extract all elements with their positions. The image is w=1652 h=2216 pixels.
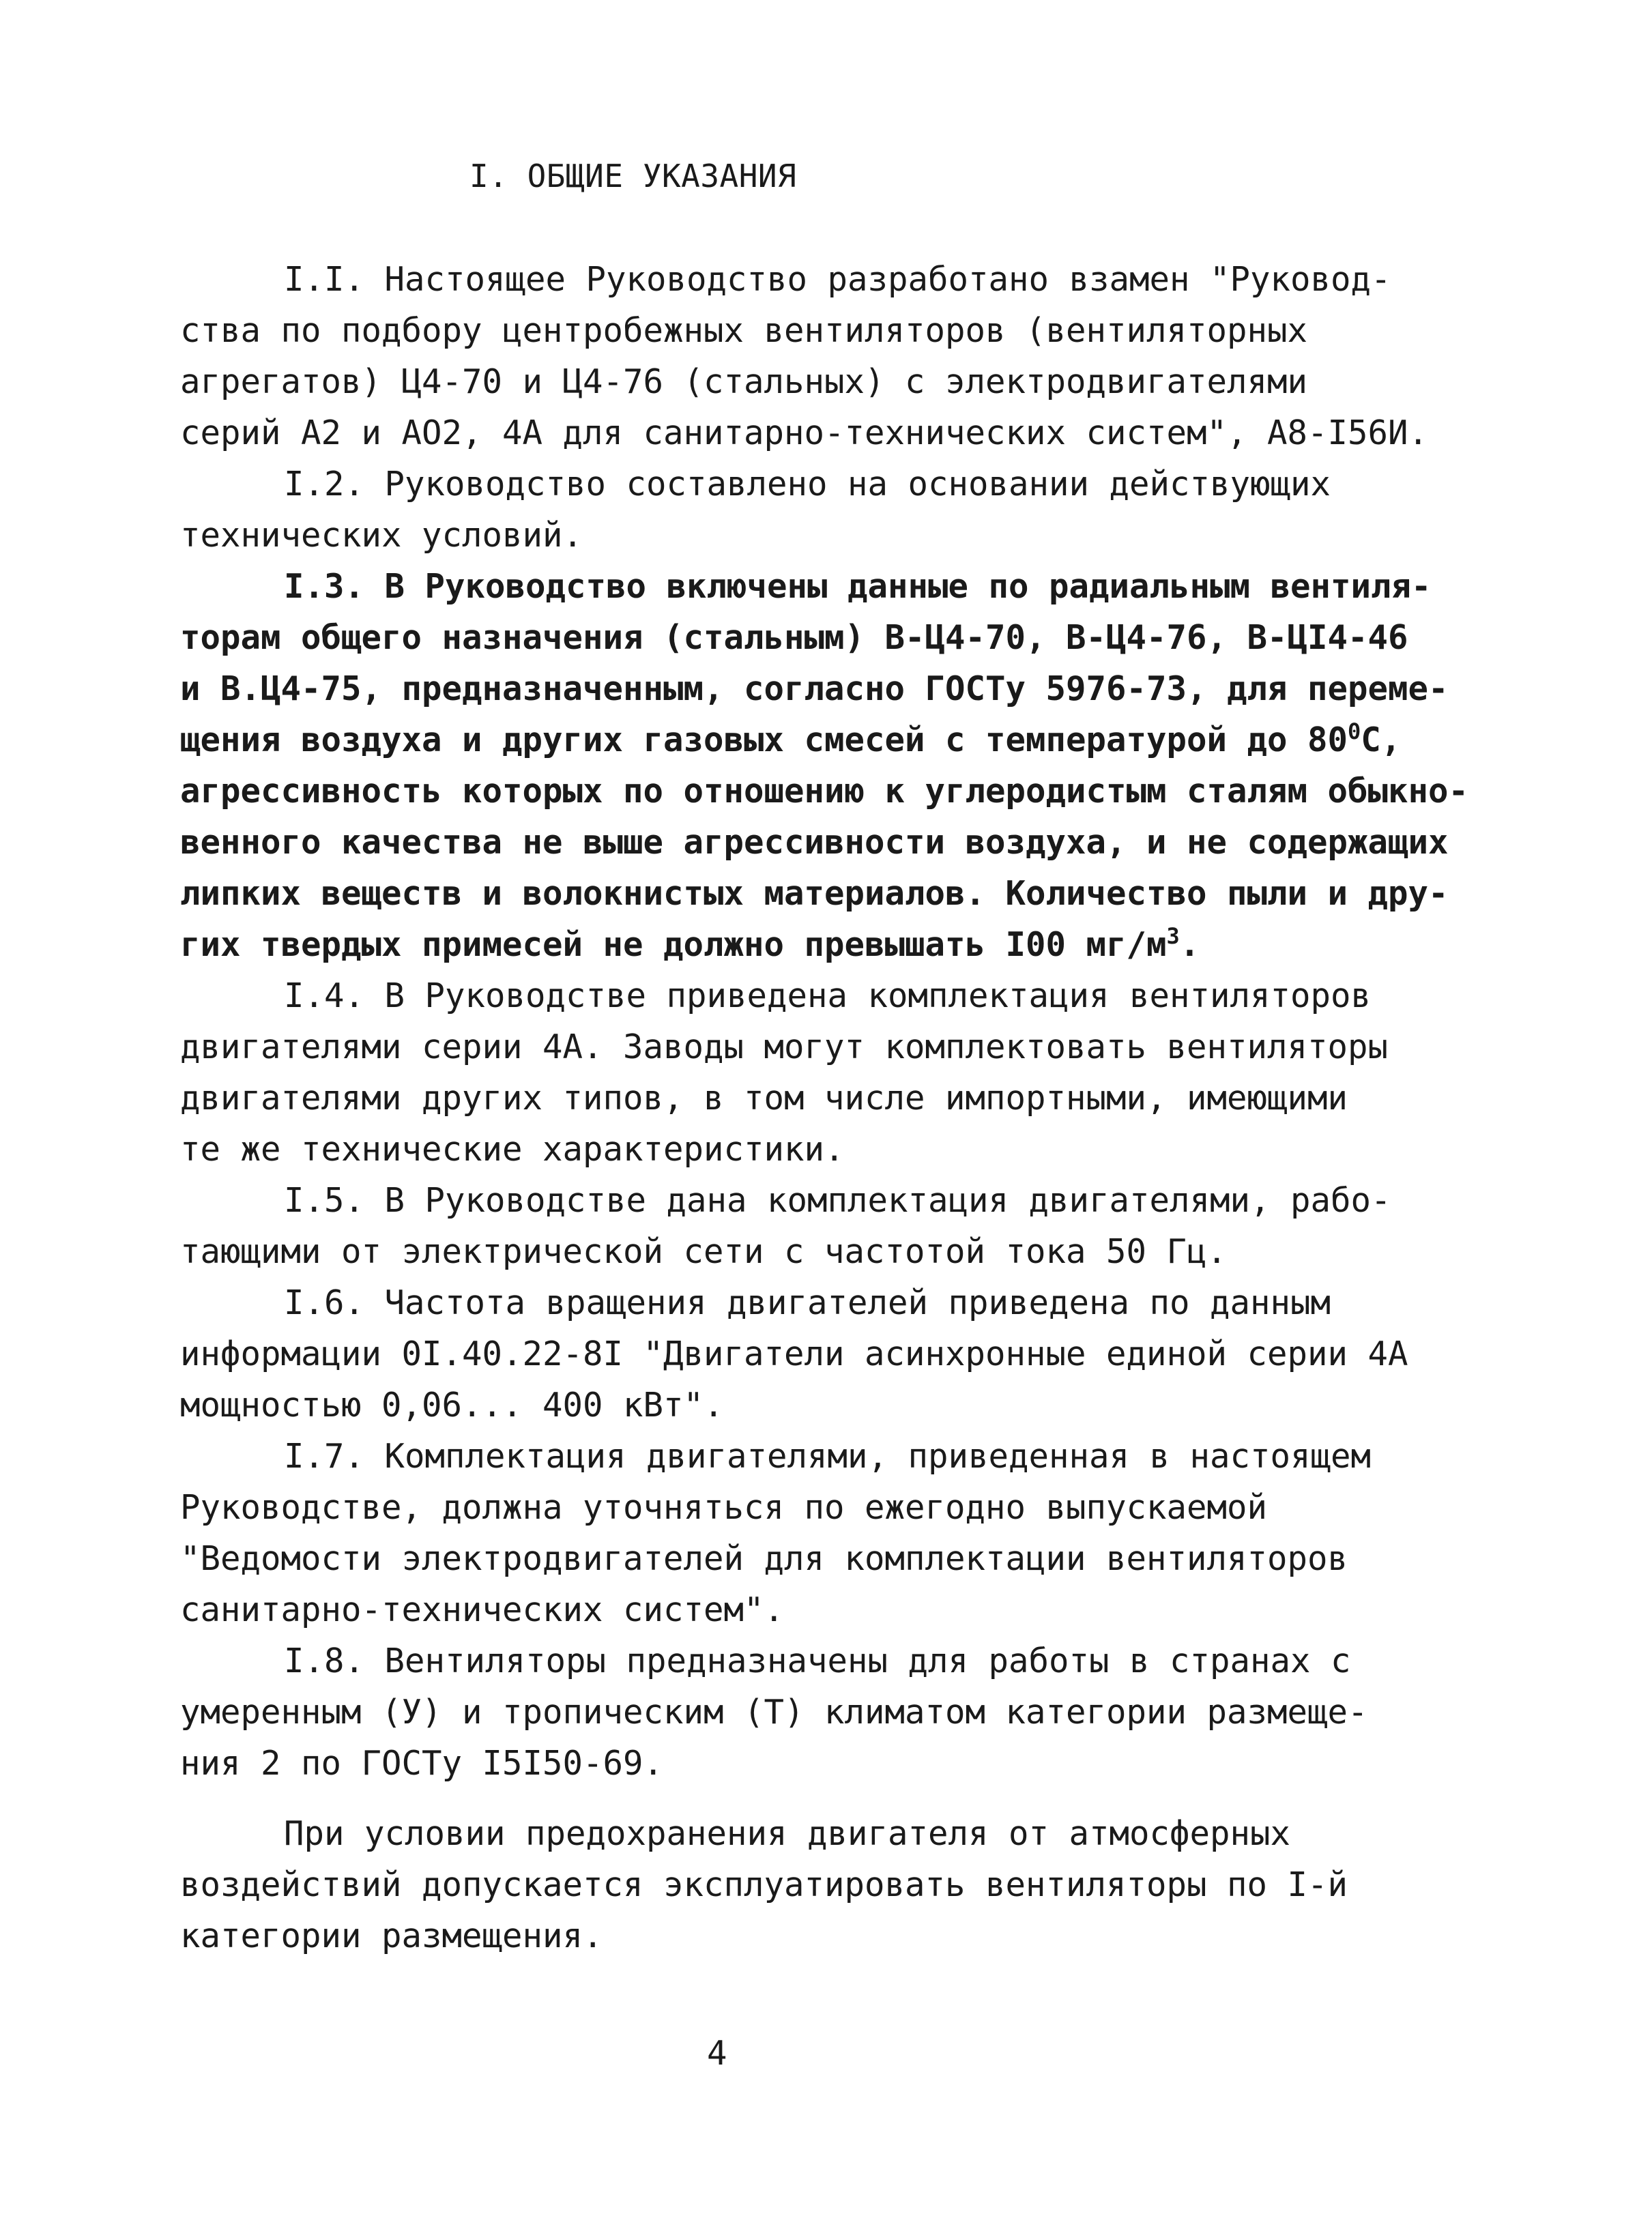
text-line	[180, 1584, 1518, 1635]
text-line	[180, 1533, 1518, 1584]
superscript: 0	[1348, 718, 1361, 744]
text-line-content: те же технические характеристики.	[180, 1130, 845, 1169]
text-line-content: категории размещения.	[180, 1916, 603, 1955]
text-line-content: торам общего назначения (стальным) В-Ц4-70, В-Ц4-76, В-ЦI4-46	[180, 618, 1408, 657]
text-line	[180, 1021, 1518, 1073]
text-line	[180, 1380, 1518, 1431]
text-line	[180, 254, 1518, 305]
text-line-content: I.5. В Руководстве дана комплектация двигателями, рабо-	[284, 1181, 1391, 1220]
text-line-suffix: .	[1179, 925, 1200, 964]
text-line-content: агрессивность которых по отношению к углеродистым сталям обыкно-	[180, 772, 1469, 811]
text-line	[180, 1910, 1518, 1962]
text-line	[180, 766, 1518, 817]
text-line-content: агрегатов) Ц4-70 и Ц4-76 (стальных) с электродвигателями	[180, 362, 1308, 401]
text-line-content: серий А2 и АО2, 4А для санитарно-технических систем", А8-I56И.	[180, 413, 1429, 452]
text-line-content: ства по подбору центробежных вентиляторов (вентиляторных	[180, 311, 1308, 350]
text-line	[180, 561, 1518, 612]
text-line	[180, 1073, 1518, 1124]
text-line-content: мощностью 0,06... 400 кВт".	[180, 1386, 724, 1425]
text-line-content: технических условий.	[180, 516, 583, 555]
text-line-content: воздействий допускается эксплуатировать вентиляторы по I-й	[180, 1865, 1348, 1904]
text-line	[180, 1175, 1518, 1226]
text-line-content: I.3. В Руководство включены данные по радиальным вентиля-	[284, 567, 1432, 606]
body-text	[180, 254, 1518, 1962]
text-line	[180, 1482, 1518, 1533]
text-line	[180, 1124, 1518, 1175]
text-line-content: венного качества не выше агрессивности воздуха, и не содержащих	[180, 823, 1449, 862]
text-line	[180, 1328, 1518, 1380]
text-line-content: "Ведомости электродвигателей для комплектации вентиляторов	[180, 1539, 1348, 1578]
text-line-content: информации 0I.40.22-8I "Двигатели асинхронные единой серии 4А	[180, 1335, 1408, 1373]
text-line	[180, 663, 1518, 714]
text-line-content: и В.Ц4-75, предназначенным, согласно ГОСТу 5976-73, для переме-	[180, 669, 1449, 708]
text-line	[180, 714, 1518, 766]
text-line	[180, 817, 1518, 868]
text-line	[180, 1226, 1518, 1277]
text-line	[180, 1277, 1518, 1328]
text-line	[180, 1808, 1518, 1859]
text-line	[180, 970, 1518, 1021]
text-line-content: I.I. Настоящее Руководство разработано взамен "Руковод-	[284, 260, 1391, 299]
text-line	[180, 919, 1518, 970]
text-line-content: двигателями серии 4А. Заводы могут комплектовать вентиляторы	[180, 1027, 1389, 1066]
text-line-content: санитарно-технических систем".	[180, 1590, 785, 1629]
text-line	[180, 612, 1518, 663]
section-heading: I. ОБЩИЕ УКАЗАНИЯ	[469, 158, 797, 194]
text-line-content: липких веществ и волокнистых материалов. Количество пыли и дру-	[180, 874, 1449, 913]
text-line	[180, 1687, 1518, 1738]
text-line-content: двигателями других типов, в том числе импортными, имеющими	[180, 1079, 1348, 1118]
text-line	[180, 458, 1518, 510]
text-line-content: Руководстве, должна уточняться по ежегодно выпускаемой	[180, 1488, 1268, 1527]
text-line-content: При условии предохранения двигателя от атмосферных	[284, 1814, 1291, 1853]
text-line-content: умеренным (У) и тропическим (Т) климатом категории размеще-	[180, 1693, 1368, 1732]
text-line	[180, 305, 1518, 356]
superscript: 3	[1166, 923, 1180, 949]
text-line	[180, 1738, 1518, 1789]
text-line-content: тающими от электрической сети с частотой тока 50 Гц.	[180, 1232, 1228, 1271]
text-line-content: I.2. Руководство составлено на основании действующих	[284, 465, 1331, 504]
text-line-content: I.8. Вентиляторы предназначены для работы в странах с	[284, 1642, 1351, 1680]
text-line	[180, 510, 1518, 561]
text-line	[180, 1859, 1518, 1910]
text-line	[180, 356, 1518, 407]
text-line	[180, 407, 1518, 458]
page-number: 4	[707, 2034, 727, 2073]
text-line-suffix: С,	[1361, 720, 1402, 759]
text-line-content: гих твердых примесей не должно превышать I00 мг/м	[180, 925, 1167, 964]
text-line-content: щения воздуха и других газовых смесей с температурой до 80	[180, 720, 1348, 759]
text-line-content: I.6. Частота вращения двигателей приведена по данным	[284, 1283, 1331, 1322]
text-line	[180, 868, 1518, 919]
text-line	[180, 1431, 1518, 1482]
text-line-content: I.4. В Руководстве приведена комплектация вентиляторов	[284, 976, 1372, 1015]
text-line-content: ния 2 по ГОСТу I5I50-69.	[180, 1744, 664, 1783]
text-line	[180, 1635, 1518, 1687]
text-line-content: I.7. Комплектация двигателями, приведенная в настоящем	[284, 1437, 1372, 1476]
